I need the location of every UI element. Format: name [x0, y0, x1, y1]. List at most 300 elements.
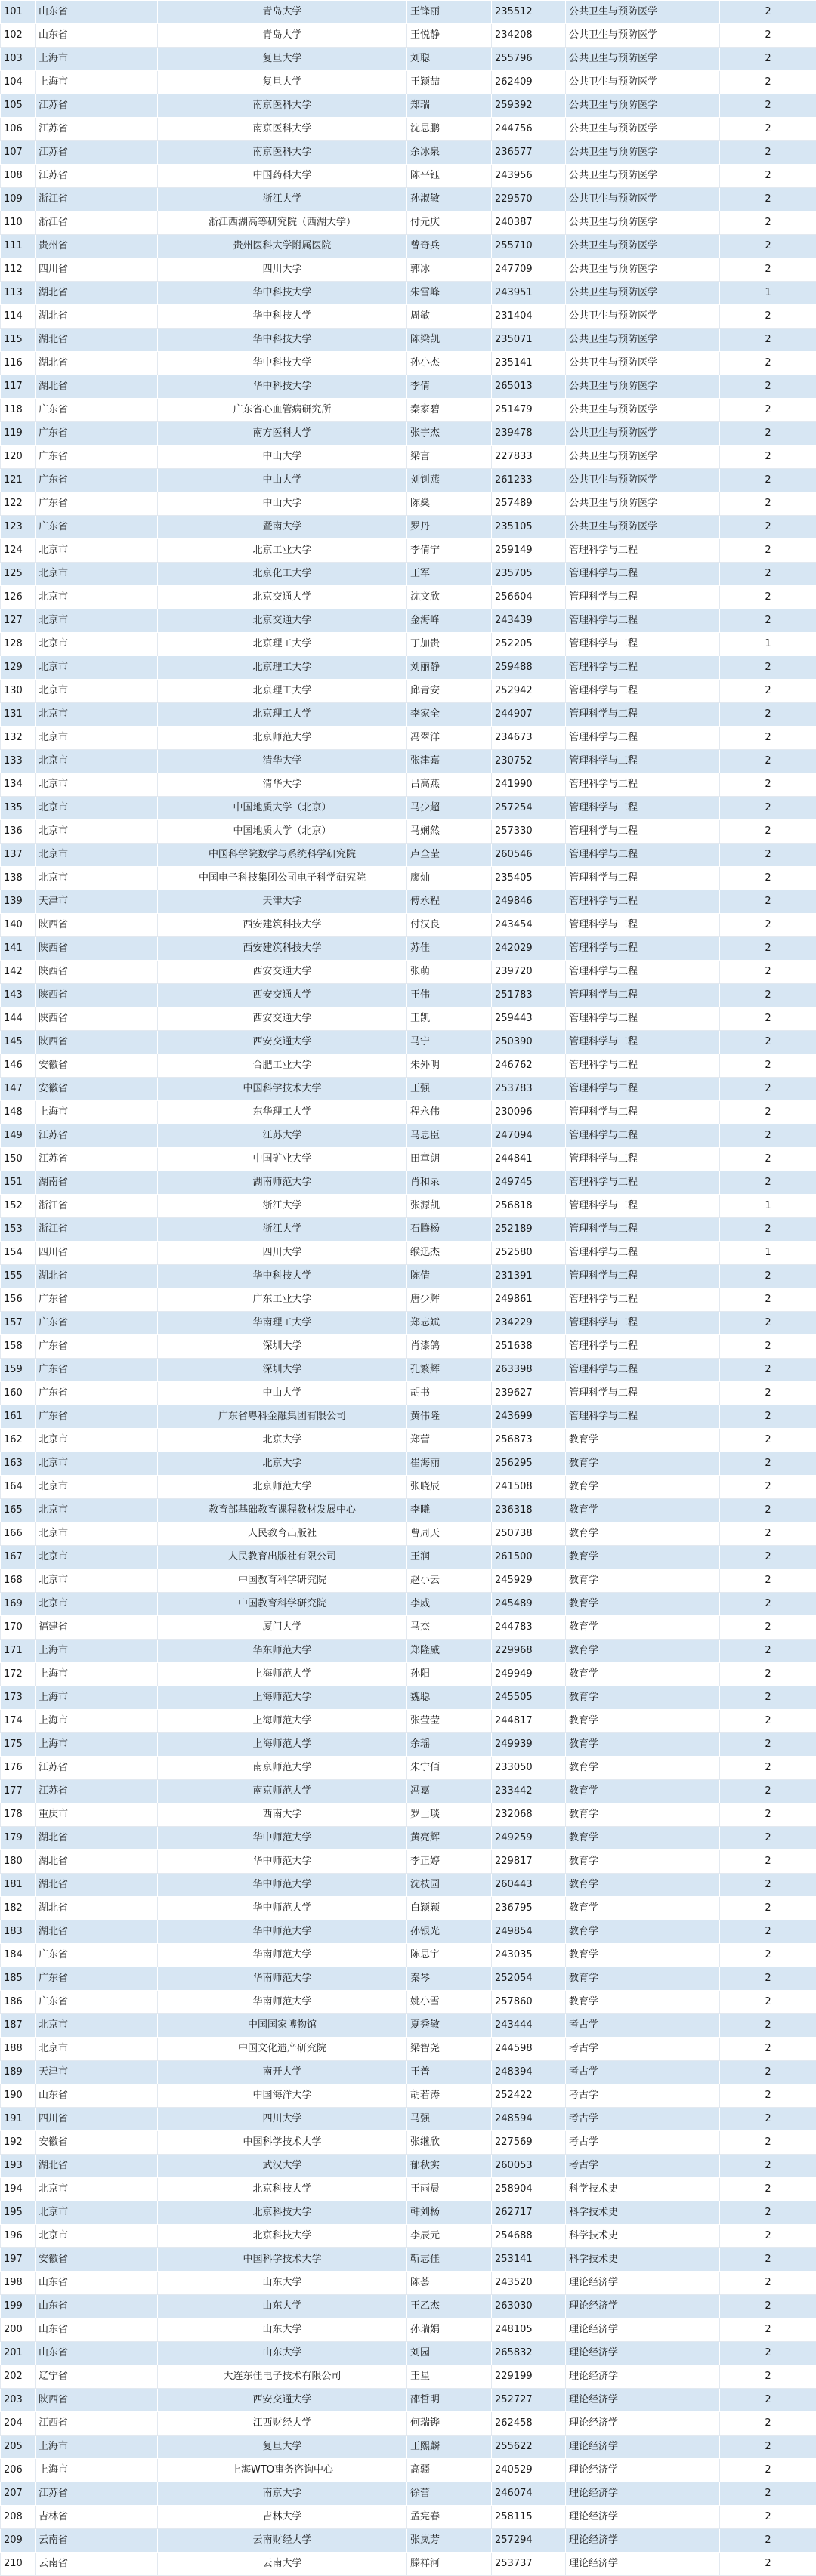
- row-number: 114: [1, 305, 36, 329]
- table-row: [1, 516, 816, 539]
- row-number: 101: [1, 1, 36, 24]
- id-cell: 232068: [492, 1803, 566, 1827]
- province-cell: 广东省: [36, 1991, 158, 2014]
- table-row: [1, 1827, 816, 1850]
- count-cell: 2: [720, 1546, 816, 1569]
- province-cell: 安徽省: [36, 1078, 158, 1101]
- id-cell: 243035: [492, 1944, 566, 1967]
- institution-cell: 中国药科大学: [158, 165, 407, 188]
- institution-cell: 江苏大学: [158, 1124, 407, 1148]
- institution-cell: 华中师范大学: [158, 1874, 407, 1897]
- table-row: [1, 563, 816, 586]
- table-body: [1, 1, 816, 2576]
- person-name-cell: 王强: [407, 1078, 492, 1101]
- subject-cell: 考古学: [566, 2131, 720, 2155]
- row-number: 151: [1, 1171, 36, 1195]
- count-cell: 2: [720, 703, 816, 727]
- id-cell: 231391: [492, 1265, 566, 1288]
- row-number: 126: [1, 586, 36, 609]
- row-number: 198: [1, 2272, 36, 2295]
- institution-cell: 四川大学: [158, 1242, 407, 1265]
- province-cell: 湖北省: [36, 329, 158, 352]
- person-name-cell: 孙淑敏: [407, 188, 492, 211]
- subject-cell: 管理科学与工程: [566, 797, 720, 820]
- id-cell: 241508: [492, 1476, 566, 1499]
- count-cell: 2: [720, 2365, 816, 2389]
- row-number: 183: [1, 1920, 36, 1944]
- province-cell: 江苏省: [36, 1757, 158, 1780]
- table-row: [1, 1616, 816, 1640]
- count-cell: 2: [720, 188, 816, 211]
- subject-cell: 公共卫生与预防医学: [566, 469, 720, 492]
- institution-cell: 山东大学: [158, 2272, 407, 2295]
- subject-cell: 理论经济学: [566, 2342, 720, 2365]
- count-cell: 2: [720, 1967, 816, 1991]
- id-cell: 243439: [492, 609, 566, 633]
- id-cell: 244756: [492, 118, 566, 141]
- subject-cell: 理论经济学: [566, 2529, 720, 2553]
- subject-cell: 理论经济学: [566, 2482, 720, 2506]
- institution-cell: 华中师范大学: [158, 1850, 407, 1874]
- institution-cell: 中国文化遗产研究院: [158, 2038, 407, 2061]
- person-name-cell: 何瑞铧: [407, 2412, 492, 2436]
- province-cell: 湖北省: [36, 352, 158, 375]
- province-cell: 广东省: [36, 422, 158, 446]
- row-number: 201: [1, 2342, 36, 2365]
- id-cell: 248594: [492, 2108, 566, 2131]
- person-name-cell: 朱宁佰: [407, 1757, 492, 1780]
- row-number: 104: [1, 71, 36, 94]
- table-row: [1, 1991, 816, 2014]
- table-row: [1, 422, 816, 446]
- institution-cell: 江西财经大学: [158, 2412, 407, 2436]
- province-cell: 上海市: [36, 1101, 158, 1124]
- id-cell: 252054: [492, 1967, 566, 1991]
- subject-cell: 公共卫生与预防医学: [566, 399, 720, 422]
- province-cell: 陕西省: [36, 961, 158, 984]
- count-cell: 1: [720, 1242, 816, 1265]
- institution-cell: 云南大学: [158, 2553, 407, 2576]
- person-name-cell: 郑志斌: [407, 1312, 492, 1335]
- count-cell: 2: [720, 914, 816, 937]
- institution-cell: 北京交通大学: [158, 609, 407, 633]
- id-cell: 252580: [492, 1242, 566, 1265]
- person-name-cell: 郑瑞: [407, 94, 492, 118]
- person-name-cell: 卢全莹: [407, 844, 492, 867]
- id-cell: 255622: [492, 2436, 566, 2459]
- id-cell: 257254: [492, 797, 566, 820]
- subject-cell: 公共卫生与预防医学: [566, 48, 720, 71]
- institution-cell: 华南师范大学: [158, 1967, 407, 1991]
- institution-cell: 深圳大学: [158, 1335, 407, 1359]
- person-name-cell: 马宁: [407, 1031, 492, 1054]
- subject-cell: 公共卫生与预防医学: [566, 305, 720, 329]
- person-name-cell: 郑蕾: [407, 1429, 492, 1452]
- province-cell: 北京市: [36, 867, 158, 890]
- id-cell: 257860: [492, 1991, 566, 2014]
- row-number: 202: [1, 2365, 36, 2389]
- province-cell: 湖北省: [36, 1920, 158, 1944]
- institution-cell: 深圳大学: [158, 1359, 407, 1382]
- person-name-cell: 朱雪峰: [407, 282, 492, 305]
- subject-cell: 理论经济学: [566, 2272, 720, 2295]
- person-name-cell: 秦家碧: [407, 399, 492, 422]
- count-cell: 2: [720, 118, 816, 141]
- province-cell: 北京市: [36, 2201, 158, 2225]
- table-row: [1, 469, 816, 492]
- province-cell: 北京市: [36, 727, 158, 750]
- table-row: [1, 1522, 816, 1546]
- institution-cell: 北京科技大学: [158, 2178, 407, 2201]
- institution-cell: 华中科技大学: [158, 375, 407, 399]
- id-cell: 263030: [492, 2295, 566, 2318]
- person-name-cell: 李威: [407, 1593, 492, 1616]
- person-name-cell: 马忠臣: [407, 1124, 492, 1148]
- id-cell: 229817: [492, 1850, 566, 1874]
- subject-cell: 管理科学与工程: [566, 1312, 720, 1335]
- row-number: 171: [1, 1640, 36, 1663]
- province-cell: 湖北省: [36, 1827, 158, 1850]
- row-number: 200: [1, 2318, 36, 2342]
- person-name-cell: 曾奇兵: [407, 235, 492, 258]
- id-cell: 252942: [492, 680, 566, 703]
- table-row: [1, 1686, 816, 1710]
- row-number: 160: [1, 1382, 36, 1405]
- row-number: 204: [1, 2412, 36, 2436]
- id-cell: 243956: [492, 165, 566, 188]
- institution-cell: 东华理工大学: [158, 1101, 407, 1124]
- province-cell: 浙江省: [36, 211, 158, 235]
- person-name-cell: 张继欣: [407, 2131, 492, 2155]
- count-cell: 2: [720, 375, 816, 399]
- province-cell: 上海市: [36, 1733, 158, 1757]
- count-cell: 2: [720, 1218, 816, 1242]
- table-row: [1, 1452, 816, 1476]
- institution-cell: 华中科技大学: [158, 1265, 407, 1288]
- subject-cell: 公共卫生与预防医学: [566, 188, 720, 211]
- count-cell: 2: [720, 2529, 816, 2553]
- person-name-cell: 张源凯: [407, 1195, 492, 1218]
- row-number: 193: [1, 2155, 36, 2178]
- row-number: 111: [1, 235, 36, 258]
- subject-cell: 公共卫生与预防医学: [566, 141, 720, 165]
- province-cell: 北京市: [36, 2038, 158, 2061]
- institution-cell: 清华大学: [158, 750, 407, 773]
- count-cell: 2: [720, 1874, 816, 1897]
- count-cell: 2: [720, 937, 816, 961]
- count-cell: 2: [720, 1803, 816, 1827]
- person-name-cell: 王熙麟: [407, 2436, 492, 2459]
- institution-cell: 中山大学: [158, 469, 407, 492]
- institution-cell: 南京医科大学: [158, 94, 407, 118]
- table-row: [1, 2318, 816, 2342]
- table-row: [1, 539, 816, 563]
- person-name-cell: 高疆: [407, 2459, 492, 2482]
- id-cell: 244817: [492, 1710, 566, 1733]
- subject-cell: 理论经济学: [566, 2389, 720, 2412]
- id-cell: 256818: [492, 1195, 566, 1218]
- subject-cell: 公共卫生与预防医学: [566, 352, 720, 375]
- table-row: [1, 2506, 816, 2529]
- institution-cell: 复旦大学: [158, 71, 407, 94]
- count-cell: 2: [720, 1101, 816, 1124]
- table-row: [1, 773, 816, 797]
- id-cell: 260443: [492, 1874, 566, 1897]
- province-cell: 上海市: [36, 48, 158, 71]
- id-cell: 262409: [492, 71, 566, 94]
- province-cell: 四川省: [36, 2108, 158, 2131]
- person-name-cell: 余瑶: [407, 1733, 492, 1757]
- institution-cell: 北京理工大学: [158, 633, 407, 656]
- row-number: 203: [1, 2389, 36, 2412]
- subject-cell: 考古学: [566, 2038, 720, 2061]
- row-number: 122: [1, 492, 36, 516]
- row-number: 170: [1, 1616, 36, 1640]
- subject-cell: 公共卫生与预防医学: [566, 492, 720, 516]
- institution-cell: 上海师范大学: [158, 1733, 407, 1757]
- table-row: [1, 914, 816, 937]
- institution-cell: 北京理工大学: [158, 703, 407, 727]
- subject-cell: 公共卫生与预防医学: [566, 1, 720, 24]
- table-row: [1, 24, 816, 48]
- person-name-cell: 刘钊燕: [407, 469, 492, 492]
- count-cell: 2: [720, 1429, 816, 1452]
- row-number: 130: [1, 680, 36, 703]
- table-row: [1, 165, 816, 188]
- institution-cell: 北京师范大学: [158, 727, 407, 750]
- id-cell: 236577: [492, 141, 566, 165]
- table-row: [1, 680, 816, 703]
- count-cell: 2: [720, 1, 816, 24]
- row-number: 146: [1, 1054, 36, 1078]
- id-cell: 265832: [492, 2342, 566, 2365]
- person-name-cell: 张萌: [407, 961, 492, 984]
- province-cell: 广东省: [36, 492, 158, 516]
- subject-cell: 管理科学与工程: [566, 1359, 720, 1382]
- id-cell: 236795: [492, 1897, 566, 1920]
- count-cell: 2: [720, 1499, 816, 1522]
- province-cell: 湖北省: [36, 282, 158, 305]
- institution-cell: 贵州医科大学附属医院: [158, 235, 407, 258]
- person-name-cell: 唐少辉: [407, 1288, 492, 1312]
- province-cell: 重庆市: [36, 1803, 158, 1827]
- id-cell: 249861: [492, 1288, 566, 1312]
- province-cell: 陕西省: [36, 1007, 158, 1031]
- id-cell: 256873: [492, 1429, 566, 1452]
- row-number: 169: [1, 1593, 36, 1616]
- row-number: 123: [1, 516, 36, 539]
- person-name-cell: 廖灿: [407, 867, 492, 890]
- table-row: [1, 1499, 816, 1522]
- row-number: 210: [1, 2553, 36, 2576]
- count-cell: 2: [720, 1148, 816, 1171]
- institution-cell: 上海师范大学: [158, 1663, 407, 1686]
- subject-cell: 教育学: [566, 1897, 720, 1920]
- subject-cell: 教育学: [566, 1499, 720, 1522]
- province-cell: 北京市: [36, 750, 158, 773]
- row-number: 188: [1, 2038, 36, 2061]
- row-number: 129: [1, 656, 36, 680]
- count-cell: 2: [720, 2553, 816, 2576]
- table-row: [1, 1429, 816, 1452]
- row-number: 102: [1, 24, 36, 48]
- table-row: [1, 71, 816, 94]
- subject-cell: 管理科学与工程: [566, 1288, 720, 1312]
- row-number: 197: [1, 2248, 36, 2272]
- count-cell: 2: [720, 563, 816, 586]
- row-number: 120: [1, 446, 36, 469]
- row-number: 148: [1, 1101, 36, 1124]
- table-row: [1, 844, 816, 867]
- subject-cell: 考古学: [566, 2014, 720, 2038]
- subject-cell: 教育学: [566, 1429, 720, 1452]
- row-number: 136: [1, 820, 36, 844]
- row-number: 156: [1, 1288, 36, 1312]
- person-name-cell: 郭冰: [407, 258, 492, 282]
- province-cell: 北京市: [36, 1593, 158, 1616]
- count-cell: 2: [720, 1078, 816, 1101]
- id-cell: 248105: [492, 2318, 566, 2342]
- province-cell: 福建省: [36, 1616, 158, 1640]
- institution-cell: 华中科技大学: [158, 329, 407, 352]
- table-row: [1, 2482, 816, 2506]
- subject-cell: 管理科学与工程: [566, 633, 720, 656]
- id-cell: 246762: [492, 1054, 566, 1078]
- count-cell: 2: [720, 609, 816, 633]
- person-name-cell: 李倩: [407, 375, 492, 399]
- count-cell: 2: [720, 1265, 816, 1288]
- person-name-cell: 肖漆鸽: [407, 1335, 492, 1359]
- count-cell: 2: [720, 1640, 816, 1663]
- count-cell: 2: [720, 1476, 816, 1499]
- id-cell: 249745: [492, 1171, 566, 1195]
- subject-cell: 公共卫生与预防医学: [566, 211, 720, 235]
- id-cell: 239627: [492, 1382, 566, 1405]
- row-number: 164: [1, 1476, 36, 1499]
- person-name-cell: 王凯: [407, 1007, 492, 1031]
- person-name-cell: 滕祥河: [407, 2553, 492, 2576]
- row-number: 116: [1, 352, 36, 375]
- row-number: 141: [1, 937, 36, 961]
- id-cell: 254688: [492, 2225, 566, 2248]
- id-cell: 230752: [492, 750, 566, 773]
- row-number: 121: [1, 469, 36, 492]
- table-row: [1, 1312, 816, 1335]
- id-cell: 243951: [492, 282, 566, 305]
- row-number: 167: [1, 1546, 36, 1569]
- count-cell: 2: [720, 1452, 816, 1476]
- institution-cell: 清华大学: [158, 773, 407, 797]
- id-cell: 249854: [492, 1920, 566, 1944]
- table-row: [1, 2014, 816, 2038]
- person-name-cell: 罗士琰: [407, 1803, 492, 1827]
- province-cell: 江苏省: [36, 1148, 158, 1171]
- province-cell: 广东省: [36, 516, 158, 539]
- province-cell: 北京市: [36, 2014, 158, 2038]
- institution-cell: 中山大学: [158, 1382, 407, 1405]
- subject-cell: 公共卫生与预防医学: [566, 235, 720, 258]
- person-name-cell: 邵哲明: [407, 2389, 492, 2412]
- id-cell: 262717: [492, 2201, 566, 2225]
- count-cell: 2: [720, 2295, 816, 2318]
- institution-cell: 华中师范大学: [158, 1920, 407, 1944]
- subject-cell: 管理科学与工程: [566, 773, 720, 797]
- id-cell: 256295: [492, 1452, 566, 1476]
- id-cell: 245505: [492, 1686, 566, 1710]
- row-number: 124: [1, 539, 36, 563]
- subject-cell: 管理科学与工程: [566, 1171, 720, 1195]
- province-cell: 湖北省: [36, 1874, 158, 1897]
- province-cell: 江苏省: [36, 1124, 158, 1148]
- id-cell: 234673: [492, 727, 566, 750]
- id-cell: 244783: [492, 1616, 566, 1640]
- province-cell: 广东省: [36, 399, 158, 422]
- table-row: [1, 1078, 816, 1101]
- province-cell: 安徽省: [36, 2248, 158, 2272]
- id-cell: 241990: [492, 773, 566, 797]
- subject-cell: 理论经济学: [566, 2318, 720, 2342]
- subject-cell: 管理科学与工程: [566, 820, 720, 844]
- id-cell: 249846: [492, 890, 566, 914]
- count-cell: 2: [720, 422, 816, 446]
- table-row: [1, 2201, 816, 2225]
- table-row: [1, 609, 816, 633]
- table-row: [1, 1171, 816, 1195]
- table-row: [1, 656, 816, 680]
- id-cell: 240387: [492, 211, 566, 235]
- subject-cell: 管理科学与工程: [566, 1031, 720, 1054]
- person-name-cell: 沈思鹏: [407, 118, 492, 141]
- count-cell: 2: [720, 984, 816, 1007]
- id-cell: 247709: [492, 258, 566, 282]
- province-cell: 江苏省: [36, 141, 158, 165]
- table-row: [1, 1850, 816, 1874]
- table-row: [1, 2295, 816, 2318]
- province-cell: 陕西省: [36, 1031, 158, 1054]
- subject-cell: 教育学: [566, 1616, 720, 1640]
- table-row: [1, 2459, 816, 2482]
- person-name-cell: 李倩宁: [407, 539, 492, 563]
- table-row: [1, 2389, 816, 2412]
- person-name-cell: 陈平钰: [407, 165, 492, 188]
- count-cell: 2: [720, 1827, 816, 1850]
- row-number: 105: [1, 94, 36, 118]
- subject-cell: 公共卫生与预防医学: [566, 422, 720, 446]
- province-cell: 吉林省: [36, 2506, 158, 2529]
- subject-cell: 教育学: [566, 1476, 720, 1499]
- institution-cell: 浙江大学: [158, 188, 407, 211]
- count-cell: 2: [720, 1569, 816, 1593]
- province-cell: 湖北省: [36, 1897, 158, 1920]
- person-name-cell: 陈荟: [407, 2272, 492, 2295]
- province-cell: 广东省: [36, 1288, 158, 1312]
- institution-cell: 大连东佳电子技术有限公司: [158, 2365, 407, 2389]
- person-name-cell: 胡若涛: [407, 2084, 492, 2108]
- person-name-cell: 傅永程: [407, 890, 492, 914]
- row-number: 192: [1, 2131, 36, 2155]
- count-cell: 2: [720, 773, 816, 797]
- table-row: [1, 1335, 816, 1359]
- subject-cell: 管理科学与工程: [566, 1242, 720, 1265]
- table-row: [1, 94, 816, 118]
- person-name-cell: 缑迅杰: [407, 1242, 492, 1265]
- row-number: 133: [1, 750, 36, 773]
- row-number: 177: [1, 1780, 36, 1803]
- institution-cell: 上海师范大学: [158, 1686, 407, 1710]
- count-cell: 2: [720, 1335, 816, 1359]
- count-cell: 2: [720, 2342, 816, 2365]
- row-number: 138: [1, 867, 36, 890]
